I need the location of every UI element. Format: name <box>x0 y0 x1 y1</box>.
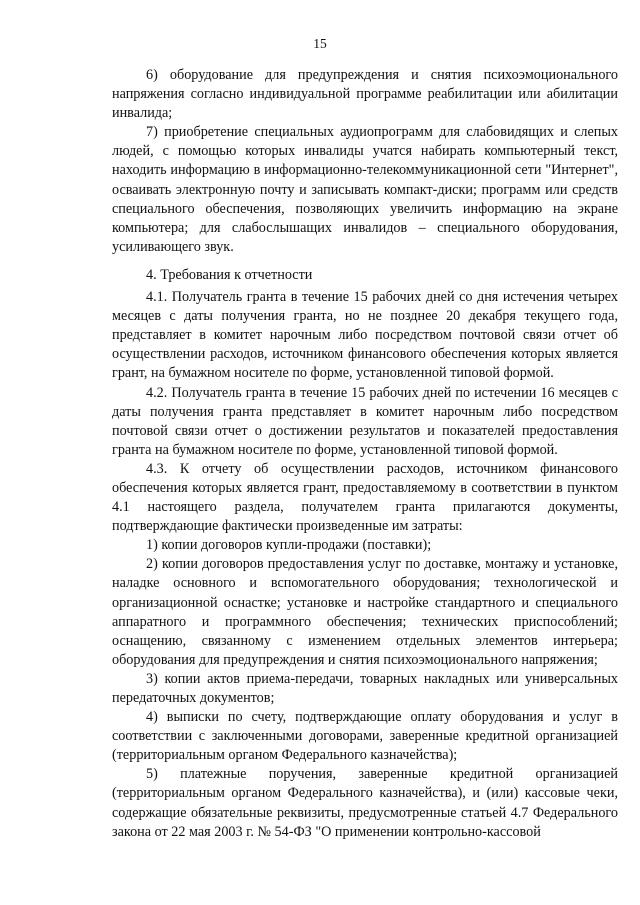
paragraph-4-1: 4.1. Получатель гранта в течение 15 рабочих дней со дня истечения четырех месяцев с даты получения гранта, но не позднее 20 декабря текущего года, представляет в комитет нарочным либо посредством почтовой связи отчет об осуществлении расходов, источником финансового обеспечения которых является грант, на бумажном носителе по форме, установленной типовой формой. <box>112 289 618 382</box>
list-item-1: 1) копии договоров купли-продажи (поставки); <box>146 537 432 554</box>
page-number: 15 <box>313 36 327 51</box>
section-heading: 4. Требования к отчетности <box>146 266 313 283</box>
list-item-3: 3) копии актов приема-передачи, товарных накладных или универсальных передаточных документов; <box>112 670 618 706</box>
paragraph-item-6: 6) оборудование для предупреждения и снятия психоэмоционального напряжения согласно индивидуальной программе реабилитации или абилитации инвалида; <box>112 67 618 122</box>
document-body <box>112 66 618 842</box>
paragraph-item-7: 7) приобретение специальных аудиопрограмм для слабовидящих и слепых людей, с помощью которых инвалиды учатся набирать компьютерный текст, находить информацию в информационно-телекоммуникационной сети "Интернет", осваивать электронную почту и записывать компакт-диски; программ или средств специального обеспечения, позволяющих увеличить информацию на экране компьютера; для слабослышащих инвалидов – специального оборудования, усиливающего звук. <box>112 124 618 255</box>
list-item-4: 4) выписки по счету, подтверждающие оплату оборудования и услуг в соответствии с заключенными договорами, заверенные кредитной организацией (территориальным органом Федерального казначейства); <box>112 709 618 764</box>
list-item-5: 5) платежные поручения, заверенные кредитной организацией (территориальным органом Федерального казначейства), и (или) кассовые чеки, содержащие обязательные реквизиты, предусмотренные статьей 4.7 Федерального закона от 22 мая 2003 г. № 54-ФЗ "О применении контрольно-кассовой <box>112 766 618 840</box>
paragraph-4-2: 4.2. Получатель гранта в течение 15 рабочих дней по истечении 16 месяцев с даты получения гранта представляет в комитет нарочным либо посредством почтовой связи отчет о достижении результатов и показателей предоставления гранта на бумажном носителе по форме, установленной типовой формой. <box>112 384 618 458</box>
paragraph-4-3: 4.3. К отчету об осуществлении расходов, источником финансового обеспечения которых является грант, предоставляемому в соответствии в пунктом 4.1 настоящего раздела, получателем гранта прилагаются документы, подтверждающие фактически произведенные им затраты: <box>112 460 618 535</box>
list-item-2: 2) копии договоров предоставления услуг по доставке, монтажу и установке, наладке основного и вспомогательного оборудования; технологической и организационной оснастке; установке и настройке стандартного и специального аппаратного и программного обеспечения; технических приспособлений; оснащению, связанному с изменением отдельных элементов интерьера; оборудования для предупреждения и снятия психоэмоционального напряжения; <box>112 556 618 668</box>
